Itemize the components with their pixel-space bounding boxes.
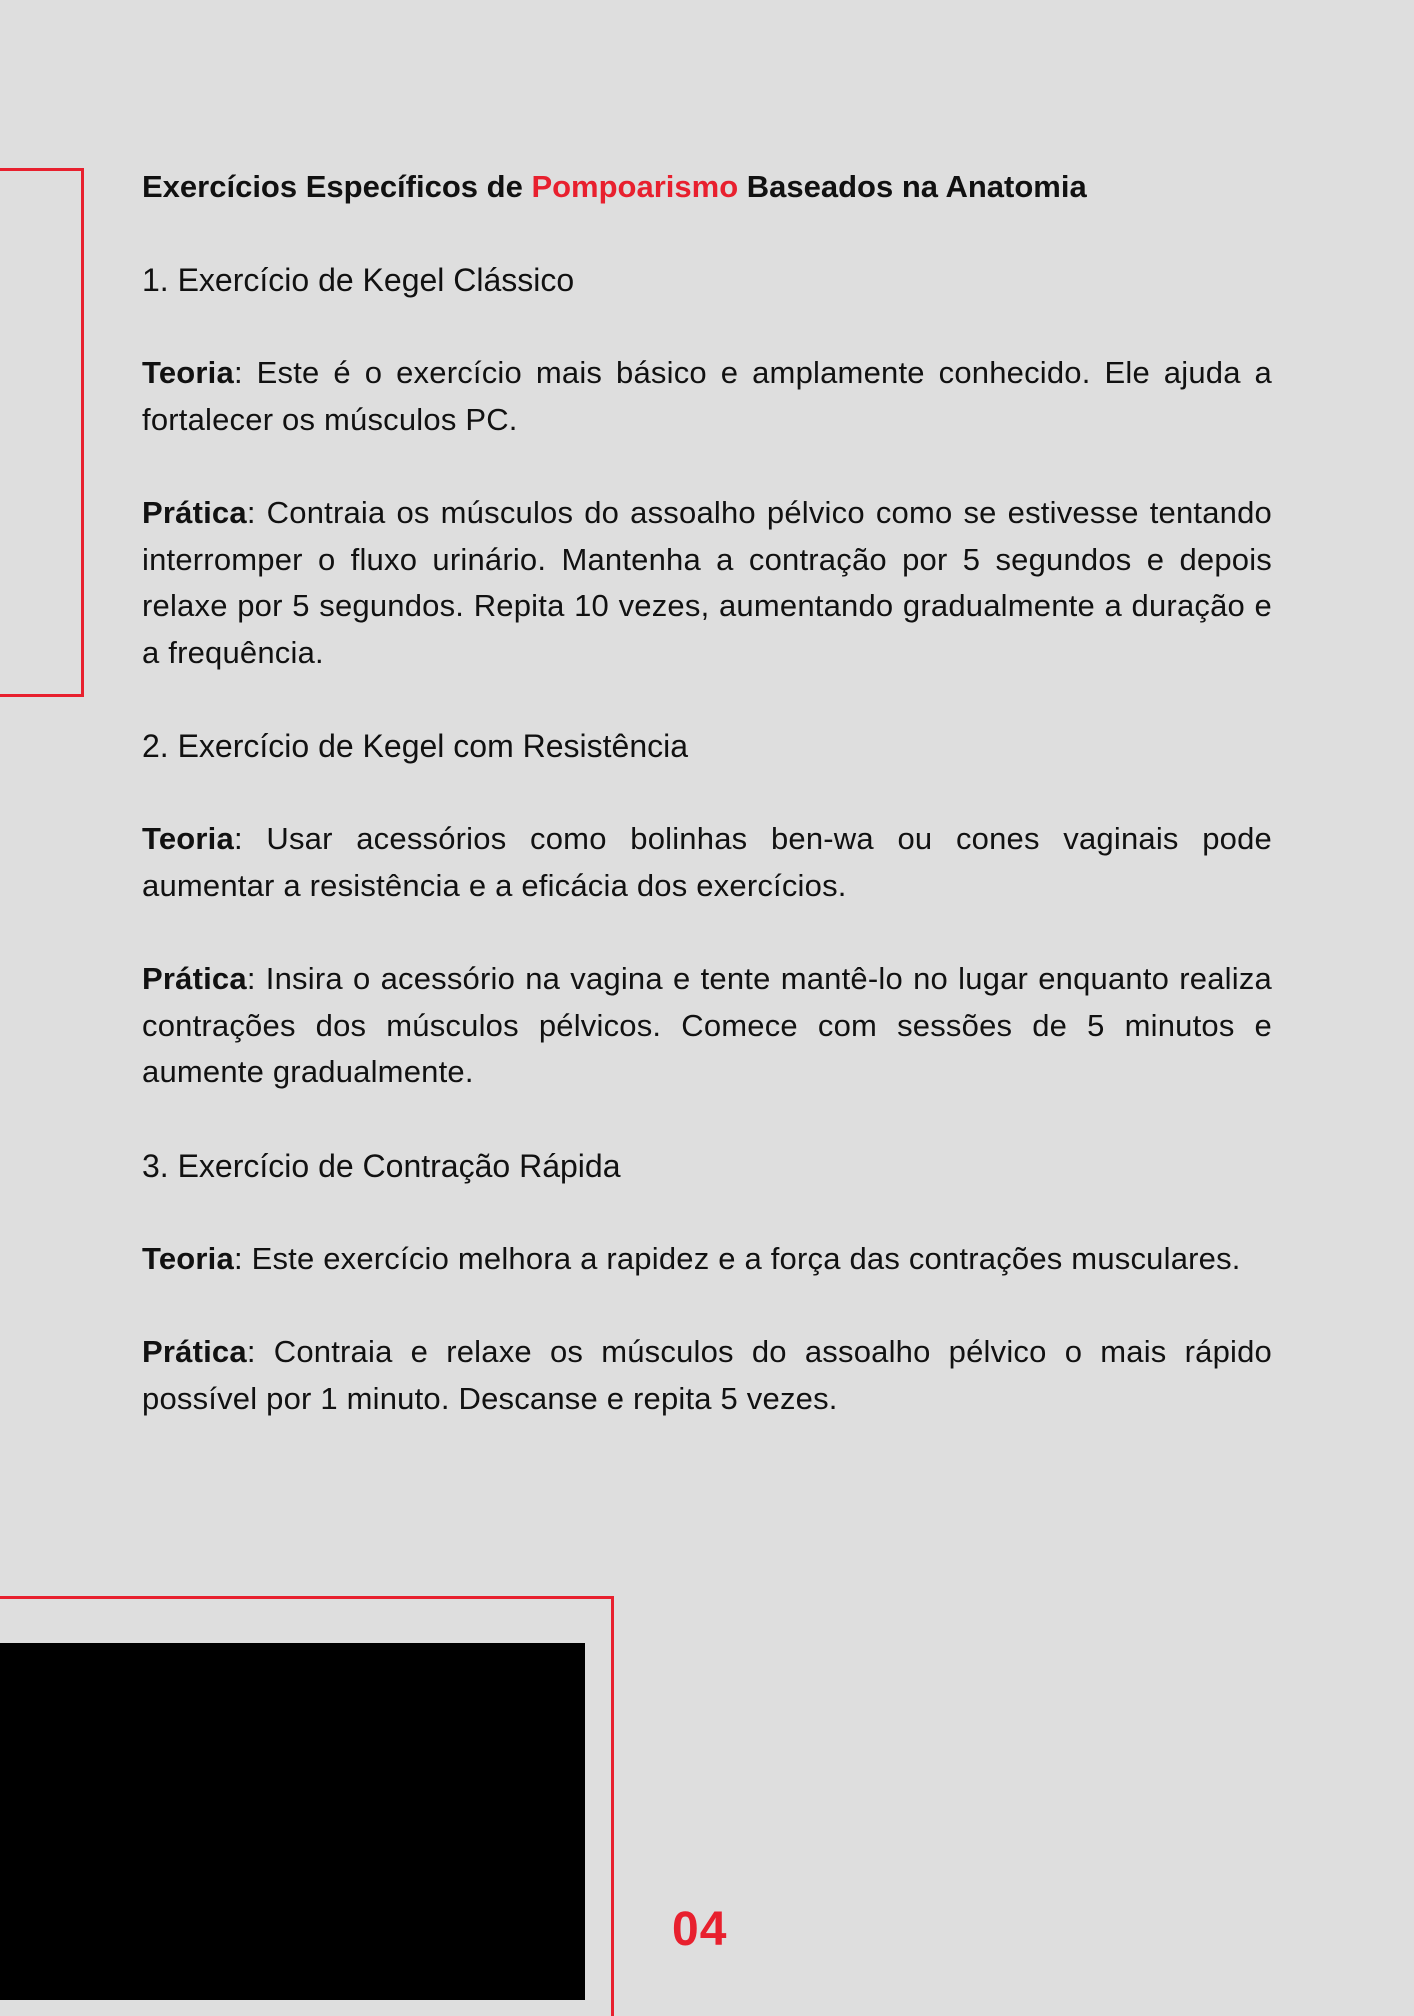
section-1-theory [142,350,1272,443]
section-2-theory-label: Teoria [142,821,234,856]
section-2-practice-text: : Insira o acessório na vagina e tente mantê-lo no lugar enquanto realiza contrações dos músculos pélvicos. Comece com sessões de 5 minutos e aumente gradualmente. [142,961,1272,1089]
image-placeholder-block [0,1643,585,2000]
section-2-heading: 2. Exercício de Kegel com Resistência [142,728,689,764]
page-title [142,164,1272,210]
section-3-practice-label: Prática [142,1334,247,1369]
decorative-frame-top [0,168,84,697]
section-1-practice-text: : Contraia os músculos do assoalho pélvico como se estivesse tentando interromper o fluxo urinário. Mantenha a contração por 5 segundos e depois relaxe por 5 segundos. Repita 10 vezes, aumentando gradualmente a duração e a frequência. [142,495,1272,670]
page-content [142,164,1272,1422]
title-part-2: Baseados na Anatomia [738,169,1087,204]
section-2-theory-text: : Usar acessórios como bolinhas ben-wa ou cones vaginais pode aumentar a resistência e a eficácia dos exercícios. [142,821,1272,903]
section-3-practice-text: : Contraia e relaxe os músculos do assoalho pélvico o mais rápido possível por 1 minuto. Descanse e repita 5 vezes. [142,1334,1272,1416]
section-3-practice [142,1329,1272,1422]
section-1-heading: 1. Exercício de Kegel Clássico [142,262,575,298]
title-accent: Pompoarismo [531,169,739,204]
section-1-theory-text: : Este é o exercício mais básico e amplamente conhecido. Ele ajuda a fortalecer os músculos PC. [142,355,1272,437]
section-2-theory [142,816,1272,909]
section-2-practice [142,956,1272,1096]
title-part-1: Exercícios Específicos de [142,169,532,204]
section-3-theory-text: : Este exercício melhora a rapidez e a força das contrações musculares. [233,1240,1241,1276]
section-3-heading: 3. Exercício de Contração Rápida [142,1147,621,1184]
section-3-theory-label: Teoria [142,1240,234,1276]
section-1-practice [142,490,1272,676]
section-2-practice-label: Prática [142,961,247,996]
page-number: 04 [672,1903,728,1956]
section-1-theory-label: Teoria [142,355,234,390]
section-3-theory [142,1236,1272,1283]
section-1-practice-label: Prática [142,495,247,530]
